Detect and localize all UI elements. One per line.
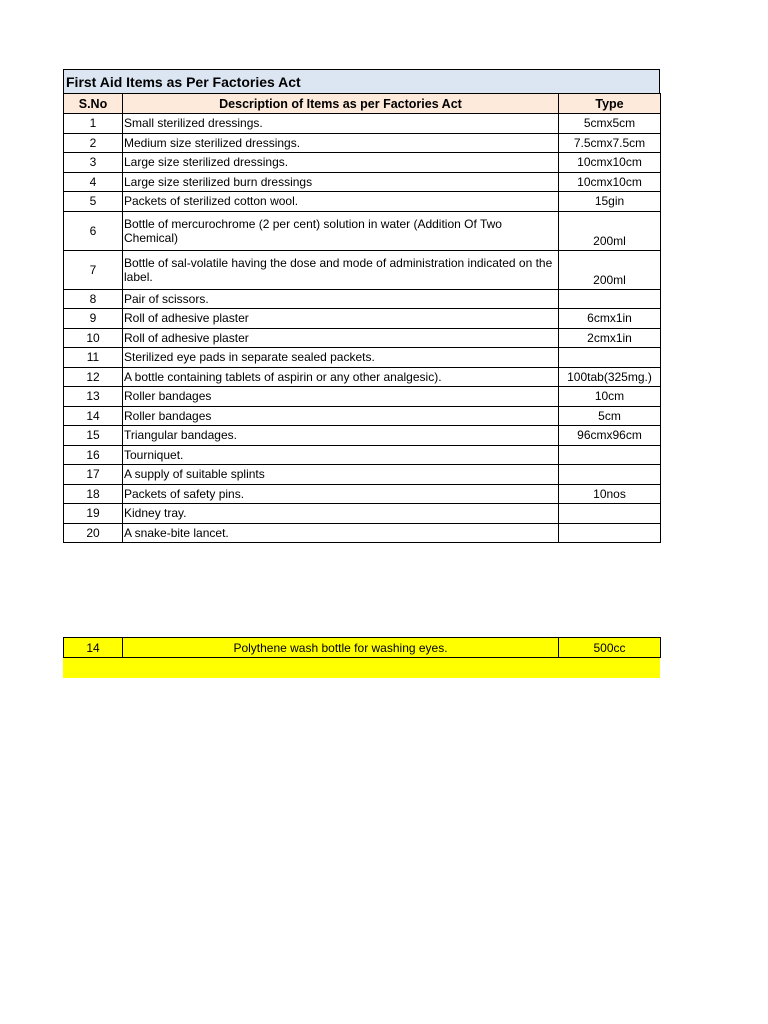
extra-item-table xyxy=(63,637,661,658)
cell-description: Medium size sterilized dressings. xyxy=(123,133,559,153)
cell-type xyxy=(559,348,661,368)
table-row xyxy=(64,504,661,524)
header-sno: S.No xyxy=(64,94,123,114)
cell-sno: 18 xyxy=(64,484,123,504)
table-row xyxy=(64,192,661,212)
cell-sno: 4 xyxy=(64,172,123,192)
cell-type: 10nos xyxy=(559,484,661,504)
header-type: Type xyxy=(559,94,661,114)
table-row xyxy=(64,426,661,446)
cell-sno: 12 xyxy=(64,367,123,387)
cell-description: Roll of adhesive plaster xyxy=(123,309,559,329)
extra-type: 500cc xyxy=(559,638,661,658)
table-row xyxy=(64,523,661,543)
cell-type: 6cmx1in xyxy=(559,309,661,329)
table-row xyxy=(64,445,661,465)
cell-type: 96cmx96cm xyxy=(559,426,661,446)
table-row xyxy=(64,153,661,173)
cell-description: Pair of scissors. xyxy=(123,289,559,309)
cell-type: 200ml xyxy=(559,250,661,289)
highlighted-extra-section xyxy=(63,637,660,678)
cell-sno: 5 xyxy=(64,192,123,212)
cell-type: 15gin xyxy=(559,192,661,212)
table-title: First Aid Items as Per Factories Act xyxy=(63,69,660,93)
cell-type: 10cmx10cm xyxy=(559,153,661,173)
cell-type: 7.5cmx7.5cm xyxy=(559,133,661,153)
cell-sno: 16 xyxy=(64,445,123,465)
cell-type: 5cm xyxy=(559,406,661,426)
cell-description: Roller bandages xyxy=(123,406,559,426)
cell-type xyxy=(559,445,661,465)
cell-sno: 10 xyxy=(64,328,123,348)
table-row xyxy=(64,387,661,407)
cell-description: A bottle containing tablets of aspirin or any other analgesic). xyxy=(123,367,559,387)
cell-sno: 1 xyxy=(64,114,123,134)
cell-type: 100tab(325mg.) xyxy=(559,367,661,387)
table-body xyxy=(64,114,661,543)
cell-description: A supply of suitable splints xyxy=(123,465,559,485)
table-row xyxy=(64,289,661,309)
cell-description: Tourniquet. xyxy=(123,445,559,465)
cell-sno: 3 xyxy=(64,153,123,173)
cell-description: Large size sterilized burn dressings xyxy=(123,172,559,192)
cell-description: Bottle of mercurochrome (2 per cent) solution in water (Addition Of Two Chemical) xyxy=(123,211,559,250)
cell-type xyxy=(559,504,661,524)
header-row xyxy=(64,94,661,114)
table-row xyxy=(64,406,661,426)
table-row xyxy=(64,250,661,289)
cell-description: Packets of safety pins. xyxy=(123,484,559,504)
table-row xyxy=(64,211,661,250)
cell-type: 10cm xyxy=(559,387,661,407)
cell-sno: 14 xyxy=(64,406,123,426)
first-aid-items-table xyxy=(63,93,661,543)
cell-type xyxy=(559,523,661,543)
cell-sno: 11 xyxy=(64,348,123,368)
table-row xyxy=(64,309,661,329)
cell-description: Roll of adhesive plaster xyxy=(123,328,559,348)
cell-type: 200ml xyxy=(559,211,661,250)
header-description: Description of Items as per Factories Act xyxy=(123,94,559,114)
cell-sno: 19 xyxy=(64,504,123,524)
cell-description: Packets of sterilized cotton wool. xyxy=(123,192,559,212)
table-row xyxy=(64,114,661,134)
table-row xyxy=(64,172,661,192)
table-row xyxy=(64,484,661,504)
cell-sno: 7 xyxy=(64,250,123,289)
cell-sno: 20 xyxy=(64,523,123,543)
table-row xyxy=(64,367,661,387)
cell-type: 10cmx10cm xyxy=(559,172,661,192)
cell-type xyxy=(559,289,661,309)
cell-sno: 15 xyxy=(64,426,123,446)
extra-row xyxy=(64,638,661,658)
cell-description: Bottle of sal-volatile having the dose and mode of administration indicated on the label. xyxy=(123,250,559,289)
extra-sno: 14 xyxy=(64,638,123,658)
cell-sno: 2 xyxy=(64,133,123,153)
table-row xyxy=(64,348,661,368)
extra-description: Polythene wash bottle for washing eyes. xyxy=(123,638,559,658)
cell-description: Triangular bandages. xyxy=(123,426,559,446)
cell-description: A snake-bite lancet. xyxy=(123,523,559,543)
first-aid-table-sheet xyxy=(63,69,660,543)
table-row xyxy=(64,328,661,348)
cell-type: 5cmx5cm xyxy=(559,114,661,134)
highlighted-empty-row xyxy=(63,658,660,678)
cell-sno: 6 xyxy=(64,211,123,250)
cell-type: 2cmx1in xyxy=(559,328,661,348)
cell-sno: 9 xyxy=(64,309,123,329)
table-row xyxy=(64,133,661,153)
table-row xyxy=(64,465,661,485)
cell-type xyxy=(559,465,661,485)
cell-sno: 17 xyxy=(64,465,123,485)
cell-description: Small sterilized dressings. xyxy=(123,114,559,134)
cell-sno: 13 xyxy=(64,387,123,407)
cell-description: Large size sterilized dressings. xyxy=(123,153,559,173)
cell-description: Roller bandages xyxy=(123,387,559,407)
cell-description: Kidney tray. xyxy=(123,504,559,524)
cell-description: Sterilized eye pads in separate sealed packets. xyxy=(123,348,559,368)
cell-sno: 8 xyxy=(64,289,123,309)
